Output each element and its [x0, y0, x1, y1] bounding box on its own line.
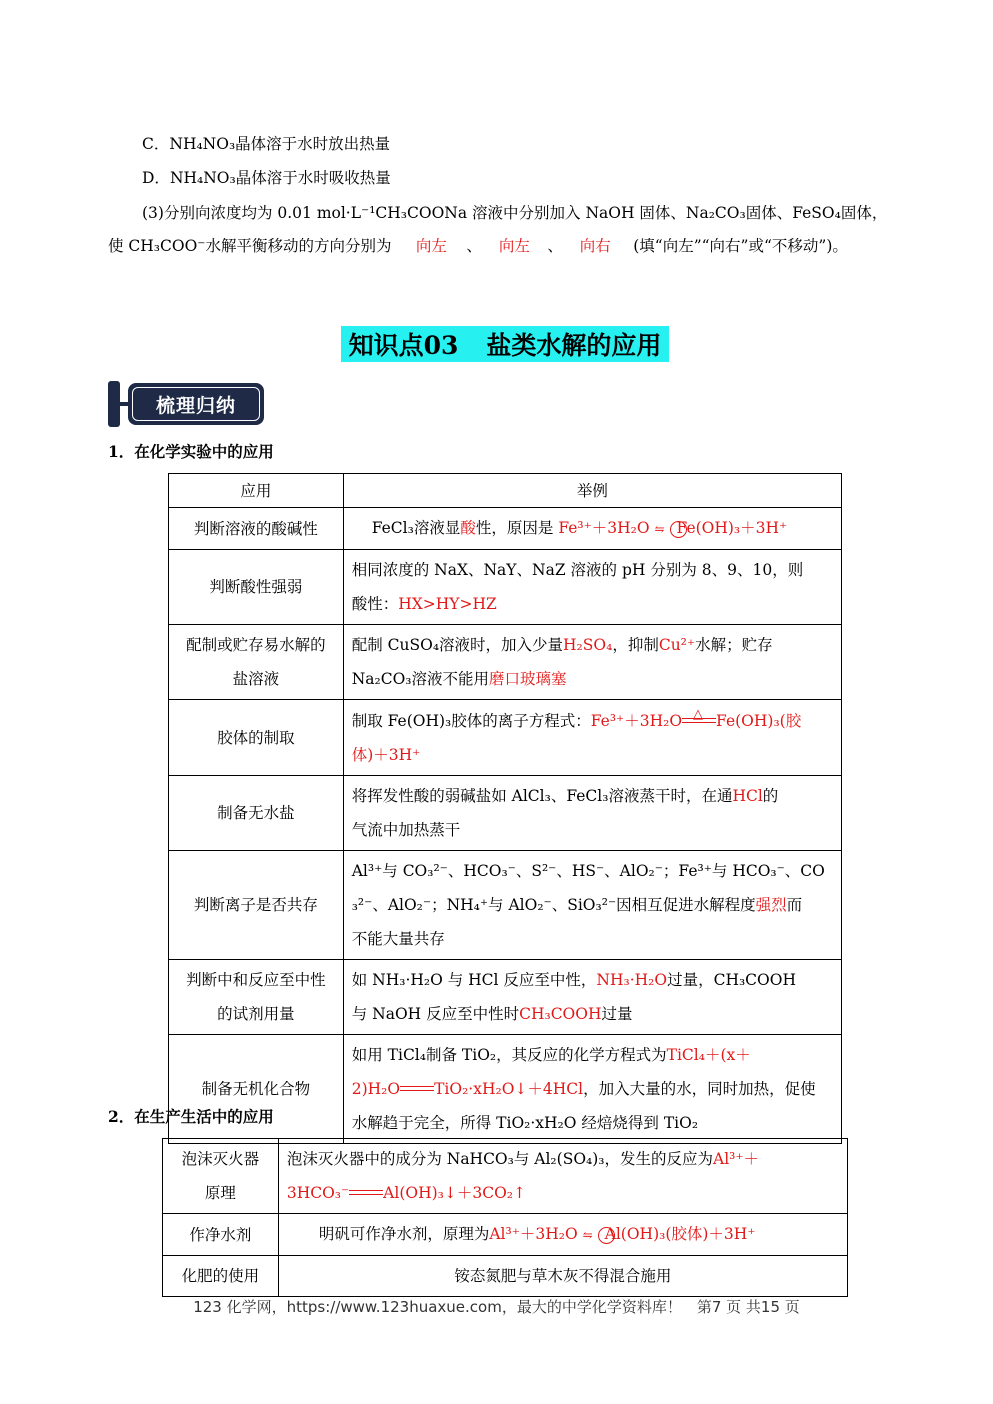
row-example: [343, 1035, 841, 1144]
lab-applications-table: [168, 473, 842, 1144]
answer-2: 向左: [498, 237, 530, 255]
row-example: [343, 508, 841, 550]
answer-3: 向右: [579, 237, 611, 255]
row-application: 判断溶液的酸碱性: [169, 508, 344, 550]
text: ₃²⁻、AlO₂⁻；NH₄⁺与 AlO₂⁻、SiO₃²⁻因相互促进水解程度: [351, 896, 756, 914]
text: 泡沫灭火器中的成分为 NaHCO₃与 Al₂(SO₄)₃，发生的反应为: [286, 1150, 713, 1168]
table-row: [169, 776, 842, 851]
text: 而: [786, 896, 803, 914]
question-3-line2: [108, 234, 848, 256]
text: 制取 Fe(OH)₃胶体的离子方程式：: [351, 711, 591, 730]
text: Al³⁺与 CO₃²⁻、HCO₃⁻、S²⁻、HS⁻、AlO₂⁻；Fe³⁺与 HCO₃⁻、CO: [351, 862, 825, 880]
knowledge-point-number: 知识点03: [348, 331, 459, 360]
equation-left: Fe³⁺＋3H₂O: [590, 711, 683, 730]
text: 如用 TiCl₄制备 TiO₂，其反应的化学方程式为: [351, 1046, 667, 1064]
text: ，加入大量的水，同时加热，促使: [583, 1080, 816, 1098]
text: 盐溶液: [232, 670, 280, 688]
row-application: 制备无水盐: [169, 776, 344, 851]
answer-1: 向左: [415, 237, 447, 255]
text: FeCl₃溶液显: [371, 519, 461, 537]
table-row: [169, 625, 842, 700]
answer-text: NH₃·H₂O: [596, 971, 668, 989]
option-d: [142, 166, 391, 188]
row-example: [278, 1139, 847, 1214]
row-example: [343, 625, 841, 700]
row-application: [169, 960, 344, 1035]
answer-text: Al³⁺＋: [713, 1150, 760, 1168]
answer-text: TiCl₄＋(x＋: [666, 1046, 751, 1064]
answer-sep-2: 、: [547, 237, 563, 255]
text: 的: [762, 787, 779, 805]
equals-arrow-icon: [400, 1084, 434, 1096]
knowledge-point-title: [341, 326, 669, 362]
heat-equals-arrow-icon: [682, 706, 716, 728]
question-3-suffix: (填“向左”“向右”或“不移动”)。: [633, 237, 848, 255]
table-row: [169, 960, 842, 1035]
equation-left: Al³⁺＋3H₂O: [489, 1225, 578, 1243]
text: 泡沫灭火器: [181, 1150, 260, 1168]
text: 性，原因是: [475, 519, 554, 537]
table-row: [163, 1214, 848, 1256]
reversible-arrow-icon: ⇋: [582, 1228, 593, 1242]
row-example: [278, 1214, 847, 1256]
row-example: [343, 960, 841, 1035]
header-example: 举例: [343, 474, 841, 508]
table-row: [163, 1256, 848, 1297]
answer-text: HX>HY>HZ: [398, 595, 497, 613]
text: 酸性：: [351, 595, 399, 613]
text: 水解；贮存: [695, 636, 773, 654]
answer-text: Cu²⁺: [658, 636, 696, 654]
answer-text: 酸: [460, 519, 476, 537]
table-row: [169, 550, 842, 625]
page-footer: 123 化学网，https://www.123huaxue.com，最大的中学化学资料库！ 第7 页 共15 页: [193, 1298, 800, 1316]
option-d-text: NH₄NO₃晶体溶于水时吸收热量: [169, 169, 391, 187]
table-row: [163, 1139, 848, 1214]
text: 明矾可作净水剂，原理为: [318, 1225, 490, 1243]
table-row: [169, 508, 842, 550]
answer-text: CH₃COOH: [519, 1005, 602, 1023]
text: 判断中和反应至中性: [186, 971, 326, 989]
equation-right: Al(OH)₃(胶体)＋3H⁺: [604, 1225, 756, 1243]
row-application: 作净水剂: [163, 1214, 279, 1256]
answer-text: 磨口玻璃塞: [489, 670, 567, 688]
text: ，抑制: [612, 636, 659, 654]
text: 与 NaOH 反应至中性时: [351, 1005, 520, 1023]
text: 水解趋于完全，所得 TiO₂·xH₂O 经焙烧得到 TiO₂: [351, 1114, 699, 1132]
text: 相同浓度的 NaX、NaY、NaZ 溶液的 pH 分别为 8、9、10，则: [351, 561, 804, 579]
equation-right-cont: 体)＋3H⁺: [351, 745, 421, 764]
answer-text: 强烈: [755, 896, 787, 914]
row-application: 胶体的制取: [169, 700, 344, 776]
section-2-title: 2．在生产生活中的应用: [108, 1107, 274, 1126]
question-3-prefix: 使 CH₃COO⁻水解平衡移动的方向分别为: [108, 237, 392, 255]
row-example: [343, 851, 841, 960]
table-header-row: [169, 474, 842, 508]
row-example: 铵态氮肥与草木灰不得混合施用: [278, 1256, 847, 1297]
delta-sign: △: [693, 706, 704, 722]
summary-badge-label: 梳理归纳: [132, 387, 260, 421]
option-d-label: D．: [142, 169, 170, 187]
option-c-label: C．: [142, 135, 170, 153]
answer-sep-1: 、: [466, 237, 482, 255]
answer-text: 3HCO₃⁻: [286, 1184, 350, 1202]
row-application: 判断离子是否共存: [169, 851, 344, 960]
answer-text: Al(OH)₃↓＋3CO₂↑: [383, 1184, 526, 1202]
row-application: [163, 1139, 279, 1214]
row-application: 判断酸性强弱: [169, 550, 344, 625]
text: 不能大量共存: [351, 930, 445, 948]
text: 将挥发性酸的弱碱盐如 AlCl₃、FeCl₃溶液蒸干时，在通: [351, 787, 733, 805]
row-example: [343, 550, 841, 625]
table-row: [169, 851, 842, 960]
equation-right: Fe(OH)₃＋3H⁺: [676, 519, 788, 537]
answer-text: TiO₂·xH₂O↓＋4HCl: [434, 1080, 584, 1098]
daily-applications-table: [162, 1138, 848, 1297]
text: 的试剂用量: [217, 1005, 295, 1023]
knowledge-point-name: 盐类水解的应用: [486, 331, 662, 360]
equation-right: Fe(OH)₃(胶: [716, 711, 802, 730]
answer-text: HCl: [732, 787, 763, 805]
option-c-text: NH₄NO₃晶体溶于水时放出热量: [169, 135, 391, 153]
reversible-arrow-icon: ⇋: [654, 522, 665, 536]
answer-text: 2)H₂O: [351, 1080, 401, 1098]
option-c: [142, 132, 390, 154]
row-example: [343, 776, 841, 851]
table-row: [169, 700, 842, 776]
question-3-line1: (3)分别向浓度均为 0.01 mol·L⁻¹CH₃COONa 溶液中分别加入 NaOH 固体、Na₂CO₃固体、FeSO₄固体，: [142, 204, 888, 222]
text: Na₂CO₃溶液不能用: [351, 670, 490, 688]
text: 配制 CuSO₄溶液时，加入少量: [351, 636, 564, 654]
text: 原理: [204, 1184, 236, 1202]
summary-badge: [108, 381, 265, 427]
table-row: [169, 1035, 842, 1144]
row-example: [343, 700, 841, 776]
text: 如 NH₃·H₂O 与 HCl 反应至中性，: [351, 971, 597, 989]
answer-text: H₂SO₄: [563, 636, 613, 654]
header-application: 应用: [169, 474, 344, 508]
text: 配制或贮存易水解的: [186, 636, 326, 654]
text: 气流中加热蒸干: [351, 821, 461, 839]
text: 过量，CH₃COOH: [667, 971, 796, 989]
row-application: 化肥的使用: [163, 1256, 279, 1297]
text: 过量: [601, 1005, 633, 1023]
section-1-title: 1．在化学实验中的应用: [108, 442, 274, 461]
equation-left: Fe³⁺＋3H₂O: [558, 519, 650, 537]
equals-arrow-icon: [349, 1188, 383, 1200]
row-application: [169, 625, 344, 700]
row-application: 制备无机化合物: [169, 1035, 344, 1144]
